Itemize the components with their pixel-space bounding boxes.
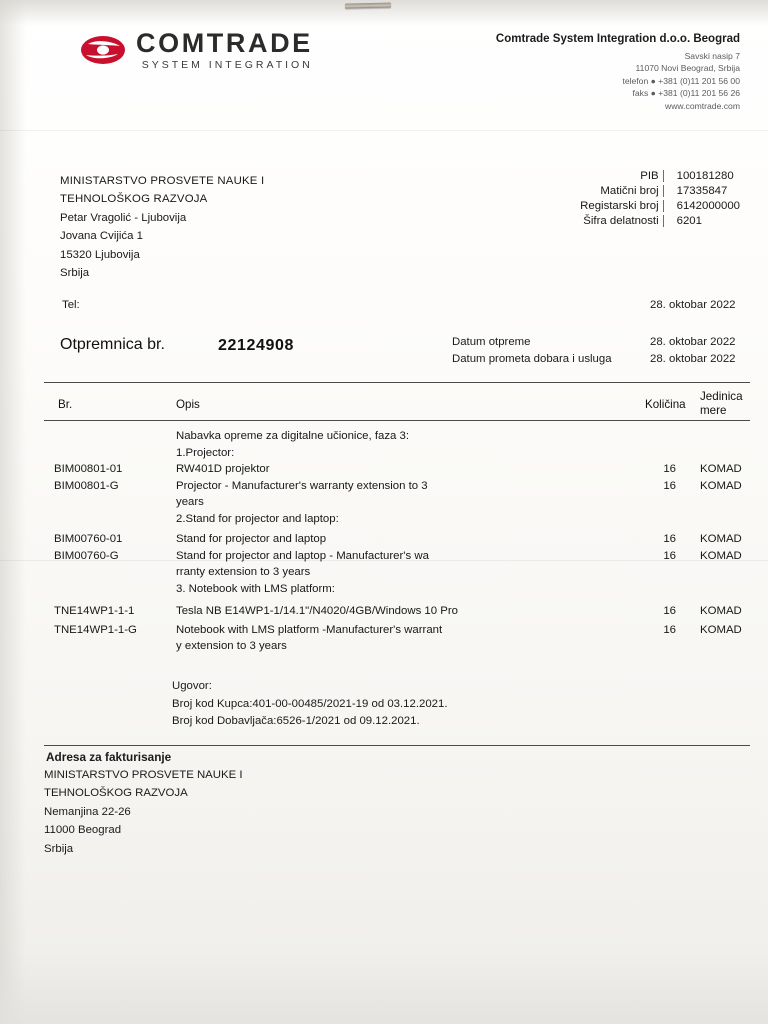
item-description: Stand for projector and laptop — [176, 532, 327, 545]
item-description: Nabavka opreme za digitalne učionice, faza 3: — [176, 430, 410, 442]
billing-line: Srbija — [44, 842, 74, 855]
billing-address-title: Adresa za fakturisanje — [46, 750, 172, 764]
item-description: RW401D projektor — [176, 463, 270, 476]
comtrade-swirl-icon — [80, 33, 126, 67]
tax-label: Matični broj — [600, 185, 659, 197]
table-row — [0, 480, 768, 497]
line-items-table — [0, 430, 768, 657]
turnover-date-label: Datum prometa dobara i usluga — [452, 352, 612, 365]
column-header-jedinica-mere — [700, 390, 743, 419]
item-description: 1.Projector: — [176, 446, 235, 459]
table-header-rule — [44, 420, 750, 421]
item-description: years — [176, 496, 204, 509]
tax-label: PIB — [640, 170, 659, 182]
billing-line: TEHNOLOŠKOG RAZVOJA — [44, 787, 188, 800]
column-header-br: Br. — [58, 398, 73, 411]
tax-identifiers-table — [580, 170, 740, 227]
item-quantity: 16 — [663, 463, 676, 476]
item-unit: KOMAD — [700, 623, 742, 636]
company-fax-line: faks ● +381 (0)11 201 56 26 — [632, 88, 740, 99]
contract-line: Broj kod Kupca:401-00-00485/2021-19 od 03.12.2021. — [172, 697, 448, 710]
table-row — [0, 624, 768, 641]
item-description: Notebook with LMS platform -Manufacturer's warrant — [176, 623, 443, 636]
addressee-line: Petar Vragolić - Ljubovija — [60, 211, 187, 224]
column-header-kolicina: Količina — [645, 398, 686, 411]
item-code: BIM00801-01 — [54, 463, 123, 476]
tax-value: 17335847 — [676, 185, 728, 197]
item-description: y extension to 3 years — [176, 640, 287, 653]
addressee-line: Jovana Cvijića 1 — [60, 230, 143, 243]
tax-divider — [663, 185, 665, 197]
tax-value: 100181280 — [676, 170, 734, 182]
item-description: Stand for projector and laptop - Manufacturer's wa — [176, 549, 429, 562]
tax-divider — [663, 200, 665, 212]
item-quantity: 16 — [663, 604, 676, 617]
item-unit: KOMAD — [700, 463, 742, 476]
item-code: TNE14WP1-1-G — [54, 623, 137, 636]
item-description: 2.Stand for projector and laptop: — [176, 512, 339, 525]
item-unit: KOMAD — [700, 549, 742, 562]
item-code: BIM00760-G — [54, 549, 119, 562]
item-code: TNE14WP1-1-1 — [54, 604, 135, 617]
item-description: Projector - Manufacturer's warranty extension to 3 — [176, 479, 428, 492]
company-phone-line: telefon ● +381 (0)11 201 56 00 — [622, 75, 740, 86]
company-website-line: www.comtrade.com — [665, 100, 740, 111]
tax-value: 6142000000 — [676, 200, 740, 212]
telephone-label: Tel: — [62, 299, 80, 311]
item-quantity: 16 — [663, 623, 676, 636]
addressee-line: TEHNOLOŠKOG RAZVOJA — [60, 193, 208, 206]
table-row — [0, 605, 768, 624]
page-title: Otpremnica br. — [60, 336, 165, 353]
table-row — [0, 430, 768, 447]
tax-value: 6201 — [676, 215, 702, 227]
company-name: Comtrade System Integration d.o.o. Beograd — [495, 33, 740, 45]
staple-icon — [345, 3, 391, 9]
item-unit: KOMAD — [700, 604, 742, 617]
billing-line: 11000 Beograd — [44, 824, 122, 837]
addressee-line: 15320 Ljubovija — [60, 248, 140, 261]
logo-subtitle: SYSTEM INTEGRATION — [141, 59, 313, 71]
company-address-line: 11070 Novi Beograd, Srbija — [635, 63, 740, 74]
billing-address-block — [44, 766, 243, 858]
table-bottom-rule — [44, 745, 750, 746]
tax-label: Šifra delatnosti — [583, 215, 659, 227]
item-code: BIM00760-01 — [54, 532, 123, 545]
table-row — [0, 513, 768, 533]
turnover-date-value: 28. oktobar 2022 — [650, 352, 736, 365]
tax-divider — [663, 215, 665, 227]
dispatch-dates-block — [452, 334, 736, 368]
document-number: 22124908 — [218, 337, 294, 354]
contract-line: Broj kod Dobavljača:6526-1/2021 od 09.12.2021. — [172, 715, 420, 728]
logo-wordmark: COMTRADE — [136, 28, 313, 58]
item-unit: KOMAD — [700, 479, 742, 492]
table-top-rule — [44, 382, 750, 383]
paper-crease — [0, 130, 768, 131]
item-code: BIM00801-G — [54, 479, 119, 492]
dispatch-date-label: Datum otpreme — [452, 336, 531, 348]
company-address-line: Savski nasip 7 — [684, 51, 740, 61]
company-logo — [80, 30, 313, 71]
item-quantity: 16 — [663, 532, 676, 545]
table-row — [0, 533, 768, 550]
item-description: 3. Notebook with LMS platform: — [176, 582, 335, 595]
item-quantity: 16 — [663, 479, 676, 492]
addressee-line: MINISTARSTVO PROSVETE NAUKE I — [60, 175, 265, 187]
document-date: 28. oktobar 2022 — [650, 299, 736, 311]
paper-shading-bottom — [0, 954, 768, 1024]
tax-divider — [663, 170, 665, 182]
dispatch-date-value: 28. oktobar 2022 — [650, 336, 736, 348]
contract-line: Ugovor: — [172, 680, 212, 692]
addressee-line: Srbija — [60, 267, 90, 280]
table-row — [0, 463, 768, 480]
billing-line: Nemanjina 22-26 — [44, 805, 131, 818]
contract-references — [172, 678, 448, 731]
table-row — [0, 566, 768, 583]
item-description: rranty extension to 3 years — [176, 566, 311, 579]
column-header-opis: Opis — [176, 398, 200, 411]
column-header-jedinica-line1: Jedinica — [700, 390, 743, 403]
table-row — [0, 550, 768, 567]
table-row — [0, 583, 768, 605]
table-row — [0, 640, 768, 657]
billing-line: MINISTARSTVO PROSVETE NAUKE I — [44, 769, 243, 781]
company-contact-block — [496, 33, 740, 112]
item-quantity: 16 — [663, 549, 676, 562]
tax-label: Registarski broj — [580, 200, 659, 212]
item-description: Tesla NB E14WP1-1/14.1"/N4020/4GB/Windows 10 Pro — [176, 604, 458, 617]
column-header-jedinica-line2: mere — [700, 404, 727, 418]
table-row — [0, 496, 768, 513]
table-row — [0, 447, 768, 464]
addressee-block — [60, 172, 264, 283]
item-unit: KOMAD — [700, 532, 742, 545]
